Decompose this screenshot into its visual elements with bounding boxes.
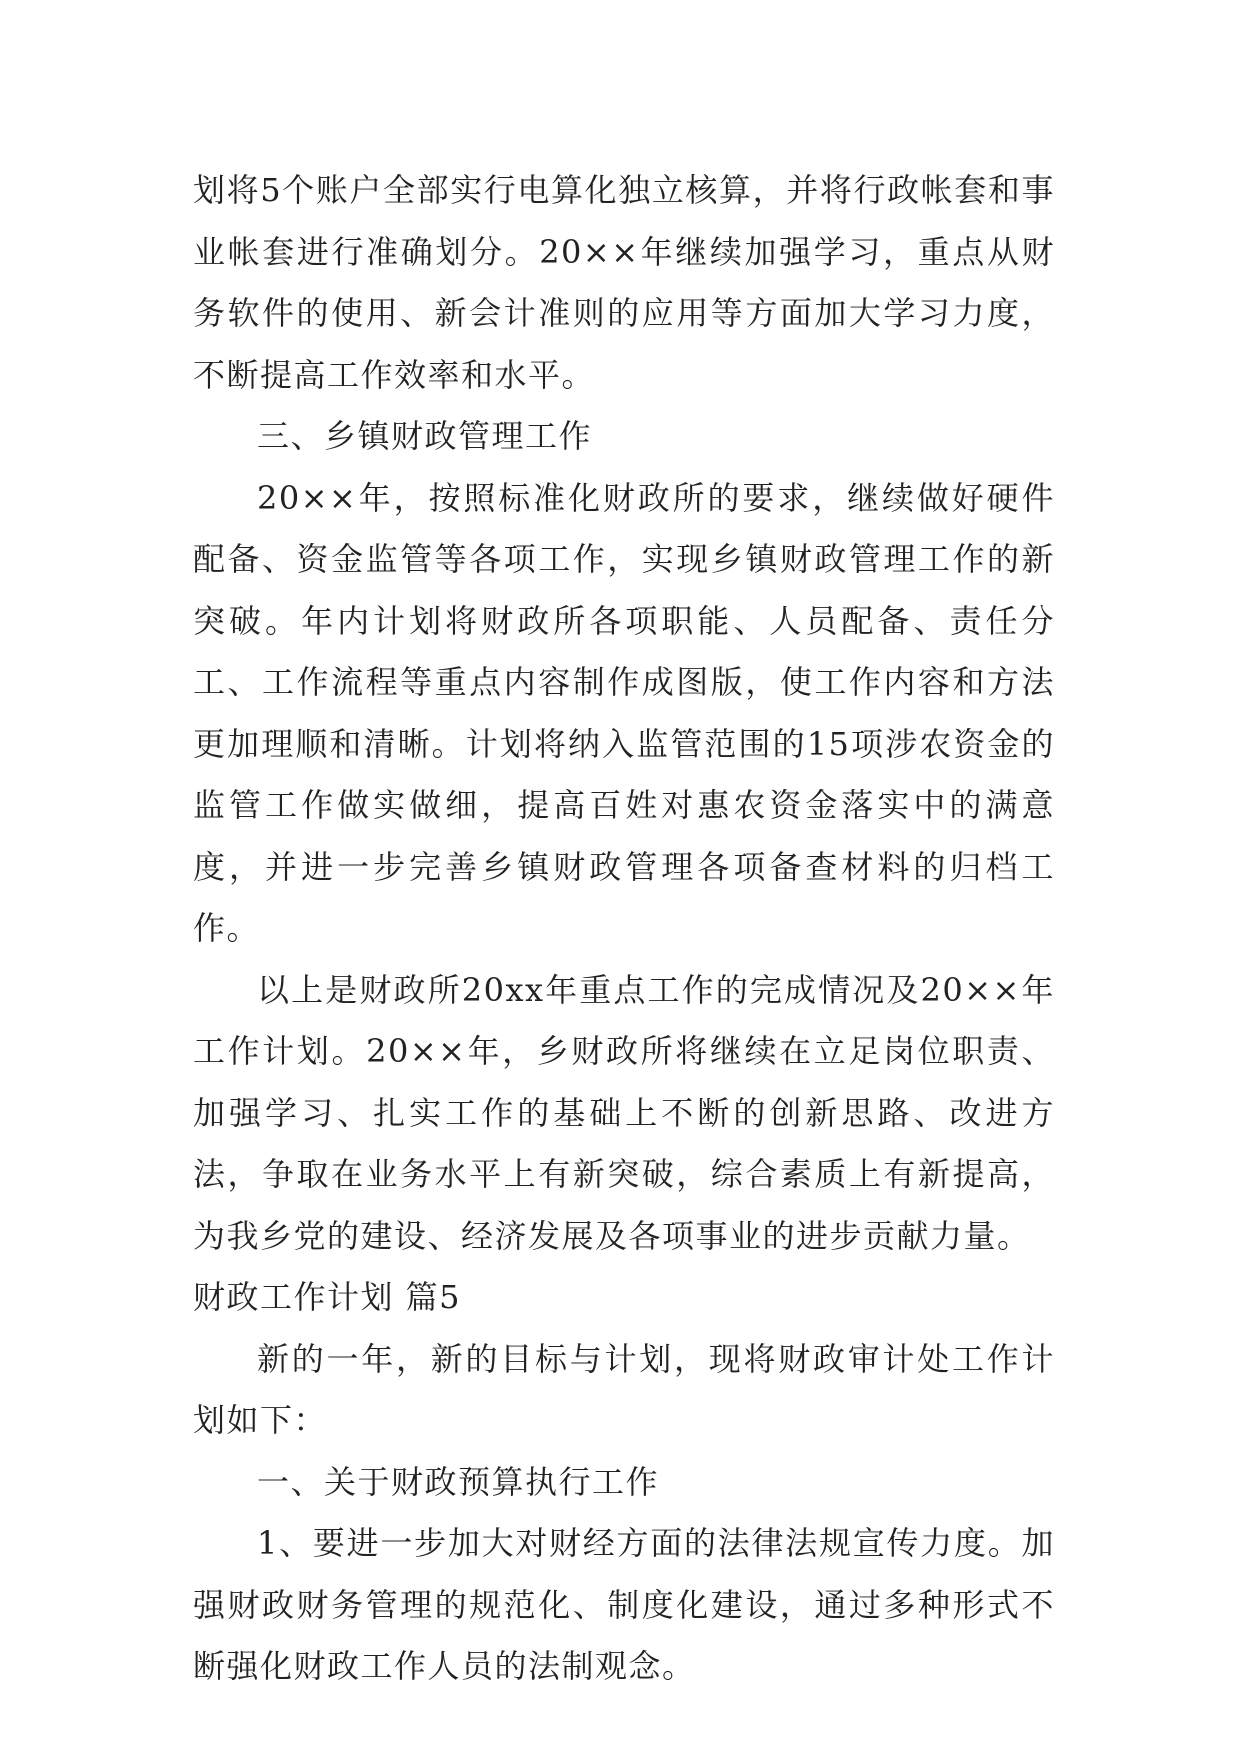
paragraph-intro: 新的一年，新的目标与计划，现将财政审计处工作计划如下： [193,1339,1055,1439]
heading-township-finance: 三、乡镇财政管理工作 [257,417,593,455]
paragraph-township-finance: 20××年，按照标准化财政所的要求，继续做好硬件配备、资金监管等各项工作，实现乡镇财政管理工作的新突破。年内计划将财政所各项职能、人员配备、责任分工、工作流程等重点内容制作成图版，使工作内容和方法更加理顺和清晰。计划将纳入监管范围的15项涉农资金的监管工作做实做细，提高百姓对惠农资金落实中的满意度，并进一步完善乡镇财政管理各项备查材料的归档工作。 [193,478,1055,947]
paragraph-continuation: 划将5个账户全部实行电算化独立核算，并将行政帐套和事业帐套进行准确划分。20××年继续加强学习，重点从财务软件的使用、新会计准则的应用等方面加大学习力度，不断提高工作效率和水平。 [193,171,1055,394]
heading-budget-execution: 一、关于财政预算执行工作 [257,1462,660,1501]
paragraph-summary: 以上是财政所20xx年重点工作的完成情况及20××年工作计划。20××年，乡财政所将继续在立足岗位职责、加强学习、扎实工作的基础上不断的创新思路、改进方法，争取在业务水平上有新突破，综合素质上有新提高，为我乡党的建设、经济发展及各项事业的进步贡献力量。 [193,970,1055,1255]
document-body [193,160,1055,1698]
paragraph-item-1: 1、要进一步加大对财经方面的法律法规宣传力度。加强财政财务管理的规范化、制度化建设，通过多种形式不断强化财政工作人员的法制观念。 [193,1524,1055,1685]
section-title: 财政工作计划 篇5 [193,1278,462,1316]
